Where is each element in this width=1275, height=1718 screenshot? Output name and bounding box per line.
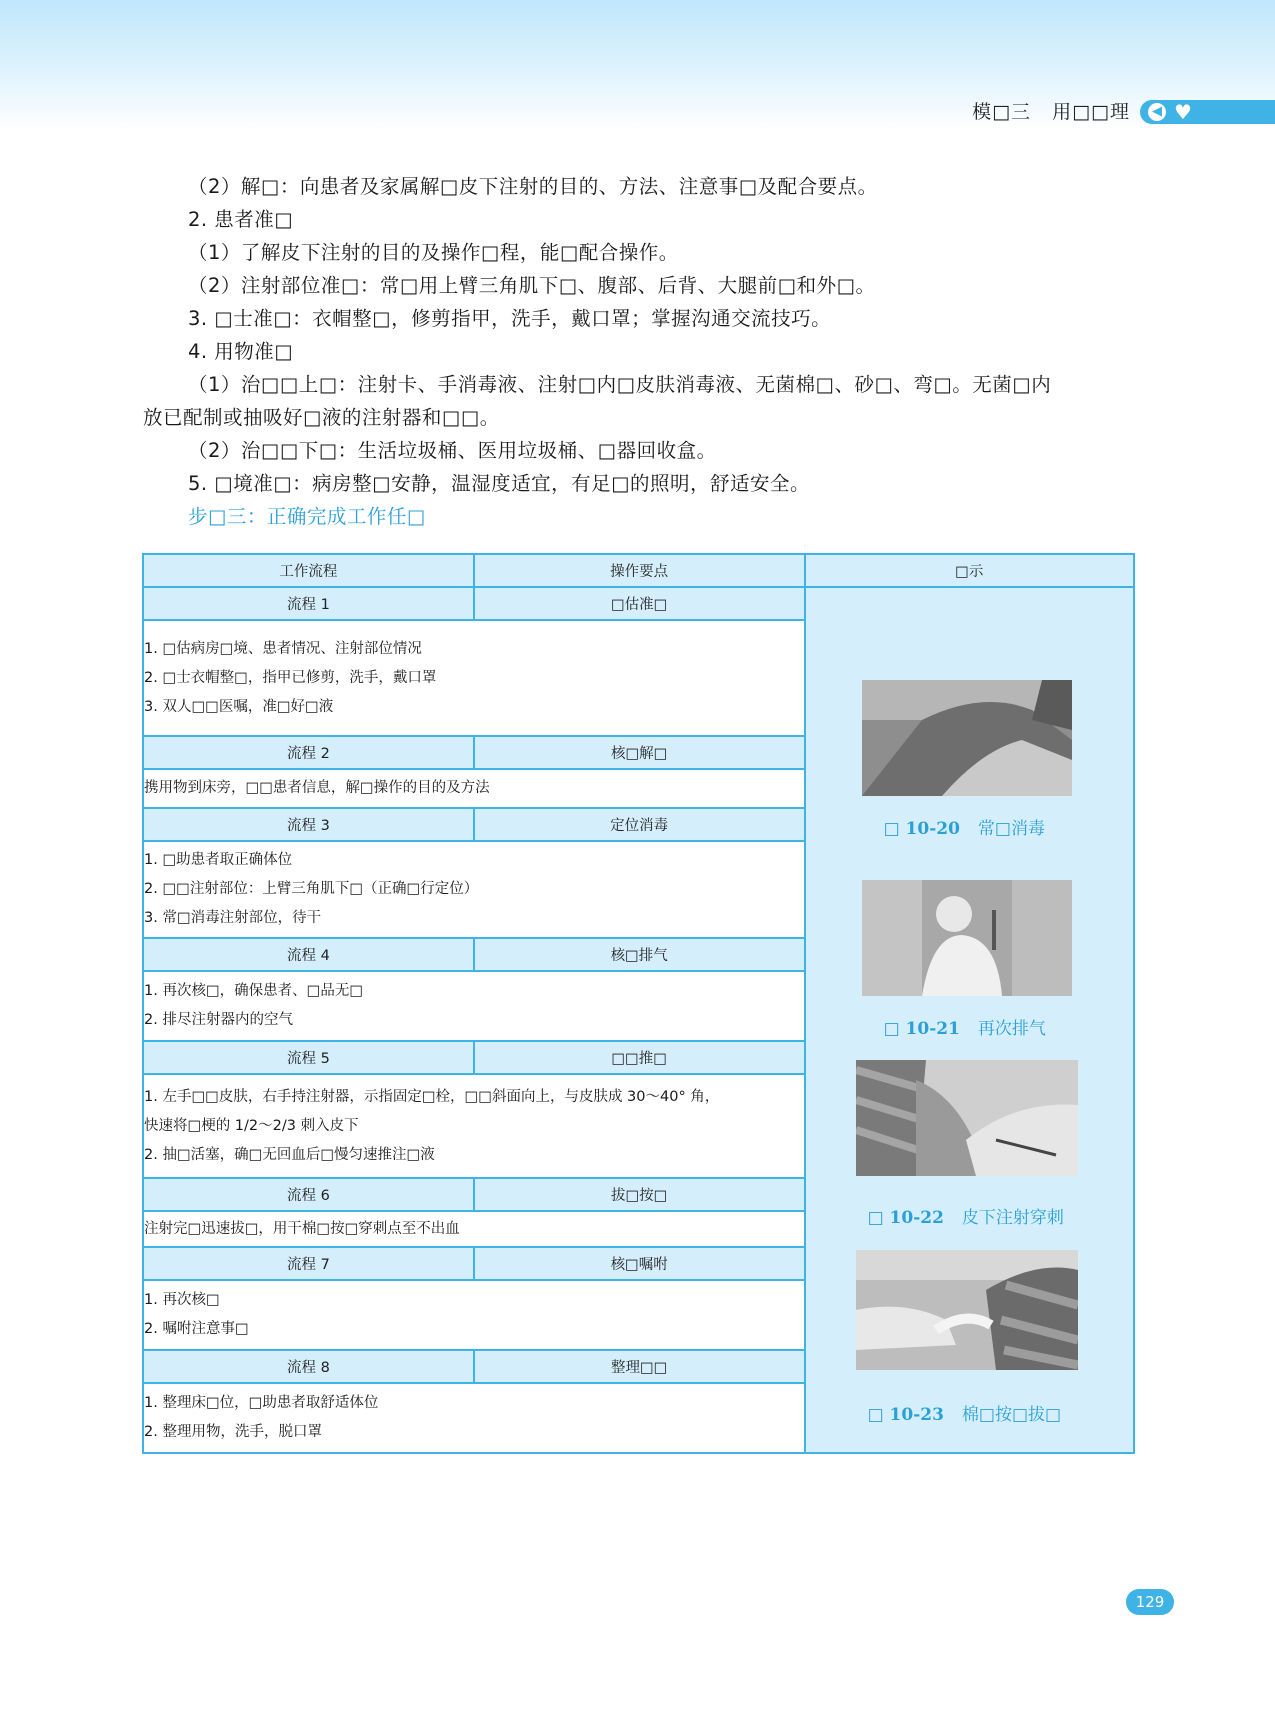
flow-content (143, 620, 805, 736)
flow-key: □□推□ (474, 1041, 805, 1074)
flow-label: 流程 3 (143, 808, 474, 841)
flow-item: 2. □□注射部位：上臂三角肌下□（正确□行定位） (144, 881, 479, 897)
chapter-title: 用□□理 (1052, 101, 1130, 123)
header-tab (1140, 100, 1275, 124)
paragraph-continuation: 放已配制或抽吸好□液的注射器和□□。 (143, 406, 500, 429)
flow-label: 流程 7 (143, 1247, 474, 1280)
heart-icon: ♥ (1174, 100, 1192, 124)
flow-item: 1. □估病房□境、患者情况、注射部位情况 (144, 640, 422, 657)
flow-item: 携用物到床旁，□□患者信息，解□操作的目的及方法 (144, 780, 490, 796)
flow-key: 整理□□ (474, 1350, 805, 1383)
procedure-table (142, 553, 1135, 1454)
paragraph: 2. 患者准□ (188, 208, 294, 231)
figure-photo-10-21 (862, 880, 1072, 996)
flow-label: 流程 5 (143, 1041, 474, 1074)
figure-caption-10-23: □ 10-23 棉□按□拔□ (867, 1405, 1062, 1425)
back-arrow-icon[interactable]: ◀ (1148, 103, 1166, 121)
flow-content (143, 971, 805, 1041)
page-number: 129 (1126, 1589, 1174, 1615)
flow-item: 2. 整理用物，洗手，脱口罩 (144, 1424, 322, 1440)
table-header-row (143, 554, 1134, 587)
running-header (958, 97, 1130, 124)
flow-key: 定位消毒 (474, 808, 805, 841)
flow-key: □估准□ (474, 587, 805, 620)
flow-content (143, 1280, 805, 1350)
flow-label: 流程 2 (143, 736, 474, 769)
figure-photo-10-23 (856, 1250, 1078, 1370)
flow-item: 3. 双人□□医嘱，准□好□液 (144, 698, 334, 715)
module-label: 模□三 (972, 101, 1032, 123)
flow-item: 注射完□迅速拔□，用干棉□按□穿刺点至不出血 (144, 1220, 460, 1237)
paragraph: （2）注射部位准□：常□用上臂三角肌下□、腹部、后背、大腿前□和外□。 (188, 274, 876, 297)
header-cell: 操作要点 (474, 554, 805, 587)
flow-item: 1. 再次核□，确保患者、□品无□ (144, 983, 364, 999)
paragraph: 3. □士准□：衣帽整□，修剪指甲，洗手，戴口罩；掌握沟通交流技巧。 (188, 307, 832, 330)
flow-content (143, 1383, 805, 1453)
figure-caption-10-21: □ 10-21 再次排气 (883, 1019, 1046, 1039)
flow-item: 快速将□梗的 1/2～2/3 刺入皮下 (144, 1117, 359, 1134)
paragraph: 4. 用物准□ (188, 340, 294, 363)
figure-caption-10-20: □ 10-20 常□消毒 (883, 819, 1045, 839)
flow-label: 流程 1 (143, 587, 474, 620)
figure-photo-10-20 (862, 680, 1072, 796)
flow-label: 流程 8 (143, 1350, 474, 1383)
paragraph: （1）了解皮下注射的目的及操作□程，能□配合操作。 (188, 241, 679, 264)
flow-item: 2. 抽□活塞，确□无回血后□慢匀速推注□液 (144, 1146, 435, 1163)
header-cell: □示 (805, 554, 1134, 587)
flow-item: 3. 常□消毒注射部位，待干 (144, 910, 322, 926)
body-text (143, 170, 1138, 533)
figure-caption-10-22: □ 10-22 皮下注射穿刺 (867, 1208, 1064, 1228)
flow-item: 1. 左手□□皮肤，右手持注射器，示指固定□栓，□□斜面向上，与皮肤成 30～40° 角， (144, 1088, 720, 1105)
flow-item: 2. 嘱咐注意事□ (144, 1321, 249, 1337)
flow-item: 2. 排尽注射器内的空气 (144, 1012, 293, 1028)
flow-item: 1. 再次核□ (144, 1292, 220, 1308)
flow-content (143, 841, 805, 938)
paragraph: （2）治□□下□：生活垃圾桶、医用垃圾桶、□器回收盒。 (188, 439, 717, 462)
figure-photo-10-22 (856, 1060, 1078, 1176)
flow-key: 核□解□ (474, 736, 805, 769)
flow-item: 1. □助患者取正确体位 (144, 852, 293, 868)
flow-content (143, 769, 805, 808)
flow-key: 核□嘱咐 (474, 1247, 805, 1280)
table-row (143, 587, 1134, 620)
flow-key: 核□排气 (474, 938, 805, 971)
paragraph: （1）治□□上□：注射卡、手消毒液、注射□内□皮肤消毒液、无菌棉□、砂□、弯□。无菌□内 (188, 373, 1052, 396)
flow-label: 流程 6 (143, 1178, 474, 1211)
paragraph: 5. □境准□：病房整□安静，温湿度适宜，有足□的照明，舒适安全。 (188, 472, 811, 495)
flow-item: 2. □士衣帽整□，指甲已修剪，洗手，戴口罩 (144, 669, 437, 686)
paragraph: （2）解□：向患者及家属解□皮下注射的目的、方法、注意事□及配合要点。 (188, 175, 878, 198)
step-heading: 步□三：正确完成工作任□ (188, 505, 426, 528)
flow-content (143, 1211, 805, 1247)
flow-content (143, 1074, 805, 1178)
figure-column (805, 587, 1134, 1453)
header-cell: 工作流程 (143, 554, 474, 587)
flow-item: 1. 整理床□位，□助患者取舒适体位 (144, 1395, 379, 1411)
flow-label: 流程 4 (143, 938, 474, 971)
flow-key: 拔□按□ (474, 1178, 805, 1211)
